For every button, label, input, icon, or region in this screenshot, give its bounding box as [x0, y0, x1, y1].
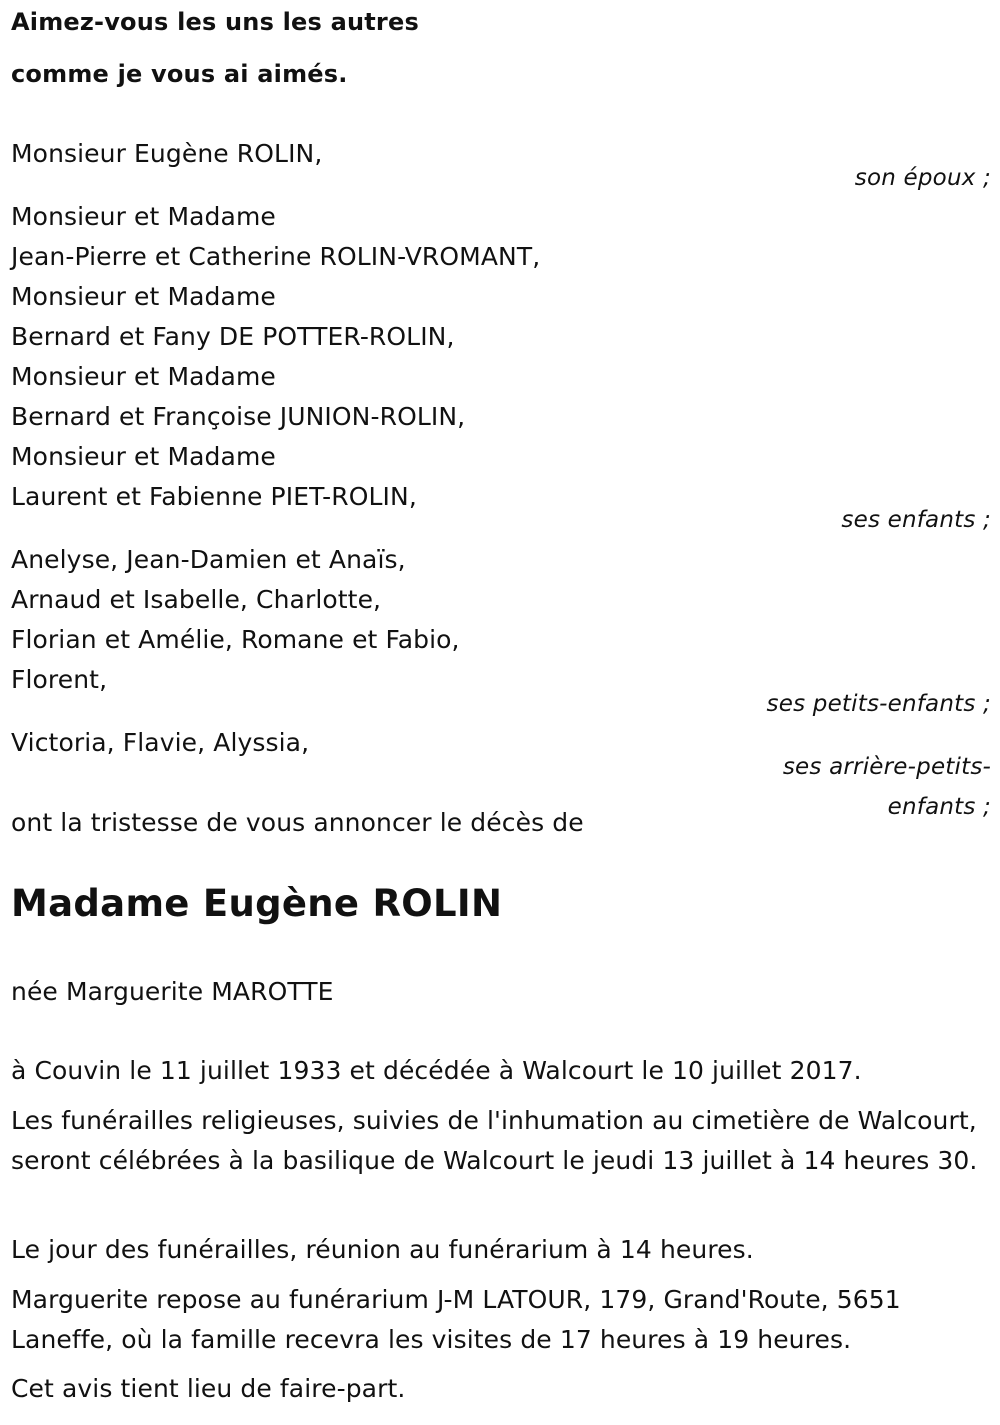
- grandchildren-line-3: Florian et Amélie, Romane et Fabio,: [11, 625, 460, 654]
- great-grandchildren-relation-2: enfants ;: [887, 794, 991, 820]
- children-line-3: Monsieur et Madame: [11, 282, 276, 311]
- children-line-6: Bernard et Françoise JUNION-ROLIN,: [11, 402, 466, 431]
- motto-line-1: Aimez-vous les uns les autres: [11, 8, 419, 36]
- spouse-name: Monsieur Eugène ROLIN,: [11, 139, 323, 168]
- deceased-maiden-name: née Marguerite MAROTTE: [11, 977, 334, 1006]
- obituary-notice: [11, 0, 991, 1425]
- funeral-text: Les funérailles religieuses, suivies de l'inhumation au cimetière de Walcourt, seront célébrées à la basilique de Walcourt le jeudi 13 juillet à 14 heures 30.: [11, 1106, 978, 1175]
- deceased-name: Madame Eugène ROLIN: [11, 882, 503, 925]
- visitation-text: Marguerite repose au funérarium J-M LATOUR, 179, Grand'Route, 5651 Laneffe, où la famille recevra les visites de 17 heures à 19 heures.: [11, 1285, 901, 1354]
- grandchildren-line-2: Arnaud et Isabelle, Charlotte,: [11, 585, 382, 614]
- grandchildren-line-1: Anelyse, Jean-Damien et Anaïs,: [11, 545, 406, 574]
- children-line-4: Bernard et Fany DE POTTER-ROLIN,: [11, 322, 455, 351]
- birth-death-text: à Couvin le 11 juillet 1933 et décédée à Walcourt le 10 juillet 2017.: [11, 1056, 862, 1085]
- grandchildren-line-4: Florent,: [11, 665, 108, 694]
- children-line-8: Laurent et Fabienne PIET-ROLIN,: [11, 482, 417, 511]
- children-relation: ses enfants ;: [841, 507, 991, 533]
- children-line-7: Monsieur et Madame: [11, 442, 276, 471]
- great-grandchildren-relation-1: ses arrière-petits-: [782, 754, 991, 780]
- great-grandchildren-names: Victoria, Flavie, Alyssia,: [11, 728, 310, 757]
- children-line-1: Monsieur et Madame: [11, 202, 276, 231]
- children-line-5: Monsieur et Madame: [11, 362, 276, 391]
- meeting-text: Le jour des funérailles, réunion au funérarium à 14 heures.: [11, 1235, 754, 1264]
- motto-line-2: comme je vous ai aimés.: [11, 60, 348, 88]
- spouse-relation: son époux ;: [854, 165, 991, 191]
- announcement-text: ont la tristesse de vous annoncer le décès de: [11, 808, 584, 837]
- closing-text: Cet avis tient lieu de faire-part.: [11, 1374, 406, 1403]
- grandchildren-relation: ses petits-enfants ;: [766, 691, 991, 717]
- children-line-2: Jean-Pierre et Catherine ROLIN-VROMANT,: [11, 242, 541, 271]
